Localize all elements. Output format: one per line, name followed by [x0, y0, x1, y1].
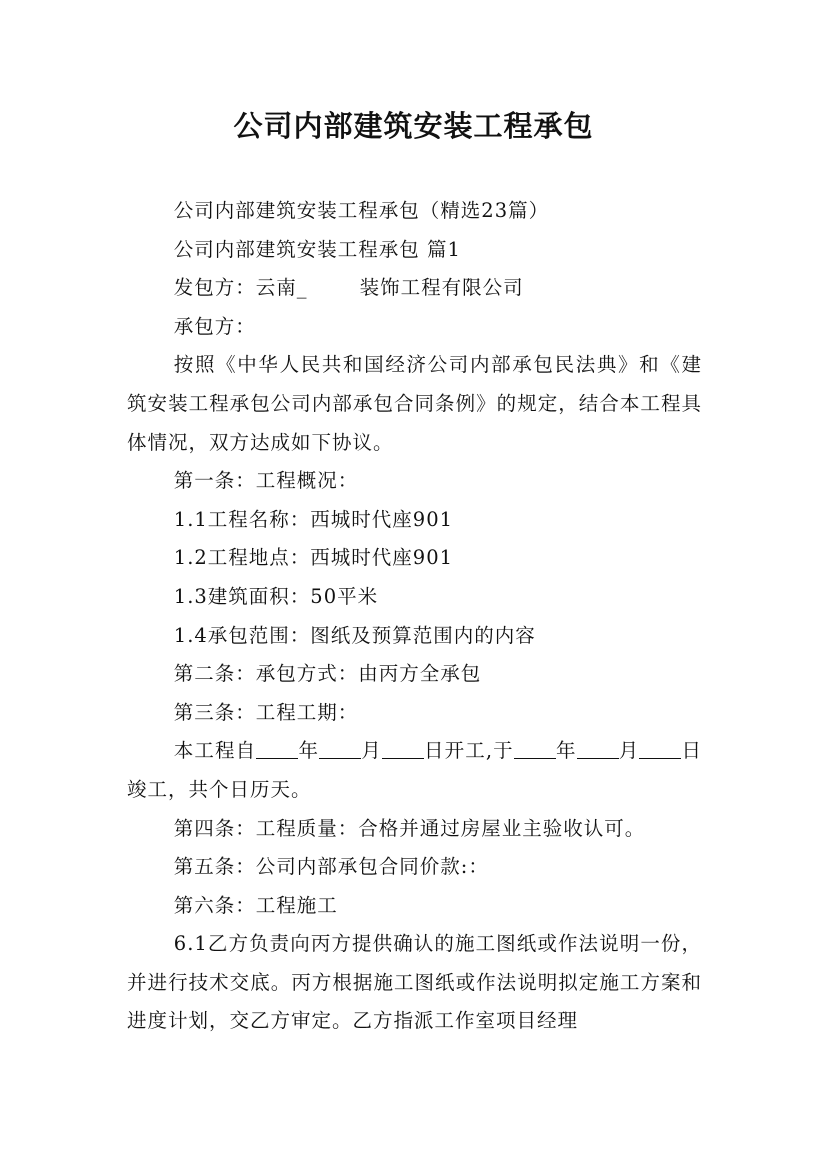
paragraph-1-2: 1.2工程地点：西城时代座901	[173, 546, 454, 570]
paragraph-article-2: 第二条：承包方式：由丙方全承包	[173, 662, 482, 686]
document-body	[127, 192, 702, 1041]
paragraph-article-5: 第五条：公司内部承包合同价款:：	[173, 855, 489, 879]
paragraph-1-4: 1.4承包范围：图纸及预算范围内的内容	[173, 623, 536, 647]
schedule-text-7: 日竣工，共个日历天。	[127, 739, 702, 801]
blank-line	[514, 740, 556, 759]
paragraph-section-heading: 公司内部建筑安装工程承包 篇1	[173, 237, 461, 261]
paragraph-6-1: 6.1乙方负责向丙方提供确认的施工图纸或作法说明一份，并进行技术交底。丙方根据施工图纸或作法说明拟定施工方案和进度计划，交乙方审定。乙方指派工作室项目经理	[127, 932, 702, 1033]
schedule-text-6: 月	[618, 739, 640, 763]
paragraph-article-1: 第一条：工程概况：	[173, 469, 359, 493]
paragraph-contractor	[127, 269, 702, 308]
schedule-text-1: 本工程自	[173, 739, 257, 763]
schedule-text-3: 月	[361, 739, 382, 763]
schedule-text-5: 年	[555, 739, 577, 763]
schedule-text-2: 年	[298, 739, 320, 763]
blank-line	[256, 740, 298, 759]
paragraph-1-1: 1.1工程名称：西城时代座901	[173, 507, 454, 531]
paragraph-1-3: 1.3建筑面积：50平米	[173, 584, 379, 608]
blank-line	[577, 740, 619, 759]
paragraph-subtitle: 公司内部建筑安装工程承包（精选23篇）	[173, 199, 550, 222]
paragraph-contractee: 承包方：	[173, 314, 256, 338]
paragraph-article-4: 第四条：工程质量：合格并通过房屋业主验收认可。	[173, 816, 646, 840]
paragraph-article-3: 第三条：工程工期：	[173, 700, 359, 724]
contractor-company: 装饰工程有限公司	[359, 276, 524, 300]
document-title: 公司内部建筑安装工程承包	[233, 109, 594, 143]
blank-line	[319, 740, 361, 759]
paragraph-schedule	[127, 732, 702, 809]
paragraph-intro: 按照《中华人民共和国经济公司内部承包民法典》和《建筑安装工程承包公司内部承包合同条例》的规定，结合本工程具体情况，双方达成如下协议。	[127, 353, 702, 454]
blank-line	[639, 740, 681, 759]
contractor-label: 发包方：云南_	[173, 276, 308, 300]
blank-line	[382, 740, 424, 759]
schedule-text-4: 日开工,于	[423, 739, 514, 763]
paragraph-article-6: 第六条：工程施工	[173, 893, 338, 917]
